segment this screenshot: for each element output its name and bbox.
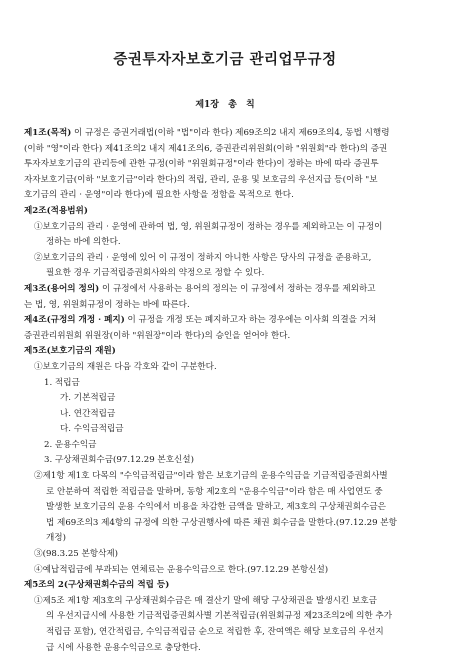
- article-1-line: 이 규정은 증권거래법(이하 "법"이라 한다) 제69조의2 내지 제69조의4, 동법 시행령: [71, 128, 390, 138]
- article-5-2-line: ①제5조 제1항 제3호의 구상채권회수금은 매 결산기 말에 해당 구상채권을 발생시킨 보호금: [34, 595, 377, 606]
- article-1-line: (이하 "영"이라 한다) 제41조의2 내지 제41조의6, 증권관리위원회(이하 "위원회"라 한다)의 증권: [24, 143, 388, 154]
- article-4: [24, 313, 428, 329]
- article-3: [24, 282, 428, 298]
- article-4-line: 증권관리위원회 위원장(이하 "위원장"이라 한다)의 승인을 얻어야 한다.: [24, 330, 291, 341]
- article-4-line: 이 규정을 개정 또는 폐지하고자 하는 경우에는 이사회 의결을 거쳐: [124, 315, 377, 326]
- article-3-line: 이 규정에서 사용하는 용어의 정의는 이 규정에서 정하는 경우를 제외하고: [99, 283, 376, 294]
- article-1: [24, 126, 428, 142]
- article-5-sublist-item: 나. 연간적립금: [60, 408, 116, 419]
- document-body: [24, 126, 428, 656]
- article-5-sublist-item: 다. 수익금적립금: [60, 424, 124, 435]
- article-1-line: 자자보호기금(이하 "보호기금"이라 한다)의 적립, 관리, 운용 및 보호금의 우선지급 등(이하 "보: [24, 174, 378, 185]
- article-5-intro: ①보호기금의 재원은 다음 각호와 같이 구분한다.: [34, 361, 217, 372]
- article-4-title: 제4조(규정의 개정 · 폐지): [24, 315, 125, 326]
- article-5-list-item: 2. 운용수익금: [44, 439, 97, 450]
- article-5-paragraph-2-cont: 법 제69조의3 제4항의 규정에 의한 구상권행사에 따른 채권 회수금을 말한다.(97.12.29 본항: [46, 517, 397, 528]
- article-1-line: 호기금의 관리 · 운영"이라 한다)에 필요한 사항을 정함을 목적으로 한다.: [24, 190, 294, 201]
- article-1-title: 제1조(목적): [24, 128, 72, 138]
- article-2-item-1-cont: 정하는 바에 의한다.: [46, 237, 121, 248]
- article-5-title: 제5조(보호기금의 재원): [24, 346, 116, 357]
- article-5-2-line: 급 시에 사용한 운용수익금으로 충당한다.: [46, 642, 201, 653]
- article-5-list-item: 1. 적립금: [44, 377, 80, 388]
- article-5-paragraph-2-cont: 개정): [46, 533, 66, 544]
- article-5-paragraph-2: ②제1항 제1호 다목의 "수익금적립금"이라 함은 보호기금의 운용수익금을 기금적립증권회사별: [34, 471, 388, 482]
- article-5-paragraph-2-cont: 로 안분하여 적립한 적립금을 말하며, 동항 제2호의 "운용수익금"이라 함은 매 사업연도 중: [46, 486, 383, 497]
- article-5-paragraph-4: ④예납적립금에 부과되는 연체료는 운용수익금으로 한다.(97.12.29 본항신설): [34, 564, 329, 575]
- article-2-item-2: ②보호기금의 관리 · 운영에 있어 이 규정이 정하지 아니한 사항은 당사의 규정을 준용하고,: [34, 252, 372, 263]
- article-1-line: 투자자보호기금의 관리등에 관한 규정(이하 "위원회규정"이라 한다)이 정하는 바에 따라 증권투: [24, 159, 379, 170]
- document-title: 증권투자자보호기금 관리업무규정: [113, 51, 337, 68]
- article-2-item-2-cont: 필요한 경우 기금적립증권회사와의 약정으로 정할 수 있다.: [46, 268, 265, 279]
- article-5-sublist-item: 가. 기본적립금: [60, 393, 116, 404]
- chapter-heading: 제1장 총 칙: [195, 100, 255, 110]
- article-5-list-item: 3. 구상채권회수금(97.12.29 본호신설): [44, 455, 194, 466]
- article-2-title: 제2조(적용범위): [24, 205, 88, 216]
- article-3-title: 제3조(용어의 정의): [24, 283, 100, 294]
- article-3-line: 는 법, 영, 위원회규정이 정하는 바에 따른다.: [24, 299, 190, 310]
- article-2-item-1: ①보호기금의 관리 · 운영에 관하여 법, 영, 위원회규정이 정하는 경우를 제외하고는 이 규정이: [34, 221, 383, 232]
- article-5-paragraph-2-cont: 발생한 보호기금의 운용 수익에서 비용을 차감한 금액을 말하고, 제3호의 구상채권회수금은: [46, 502, 386, 513]
- article-5-paragraph-3: ③(98.3.25 본항삭제): [34, 549, 119, 560]
- article-5-2-line: 적립금 포함), 연간적립금, 수익금적립금 순으로 적립한 후, 잔여액은 해당 보호금의 우선지: [46, 627, 384, 637]
- article-5-2-line: 의 우선지급시에 사용한 기금적립증권회사별 기본적립금(위원회규정 제23조의2에 의한 추가: [46, 611, 393, 622]
- article-5-2-title: 제5조의 2(구상채권회수금의 적립 등): [24, 580, 170, 591]
